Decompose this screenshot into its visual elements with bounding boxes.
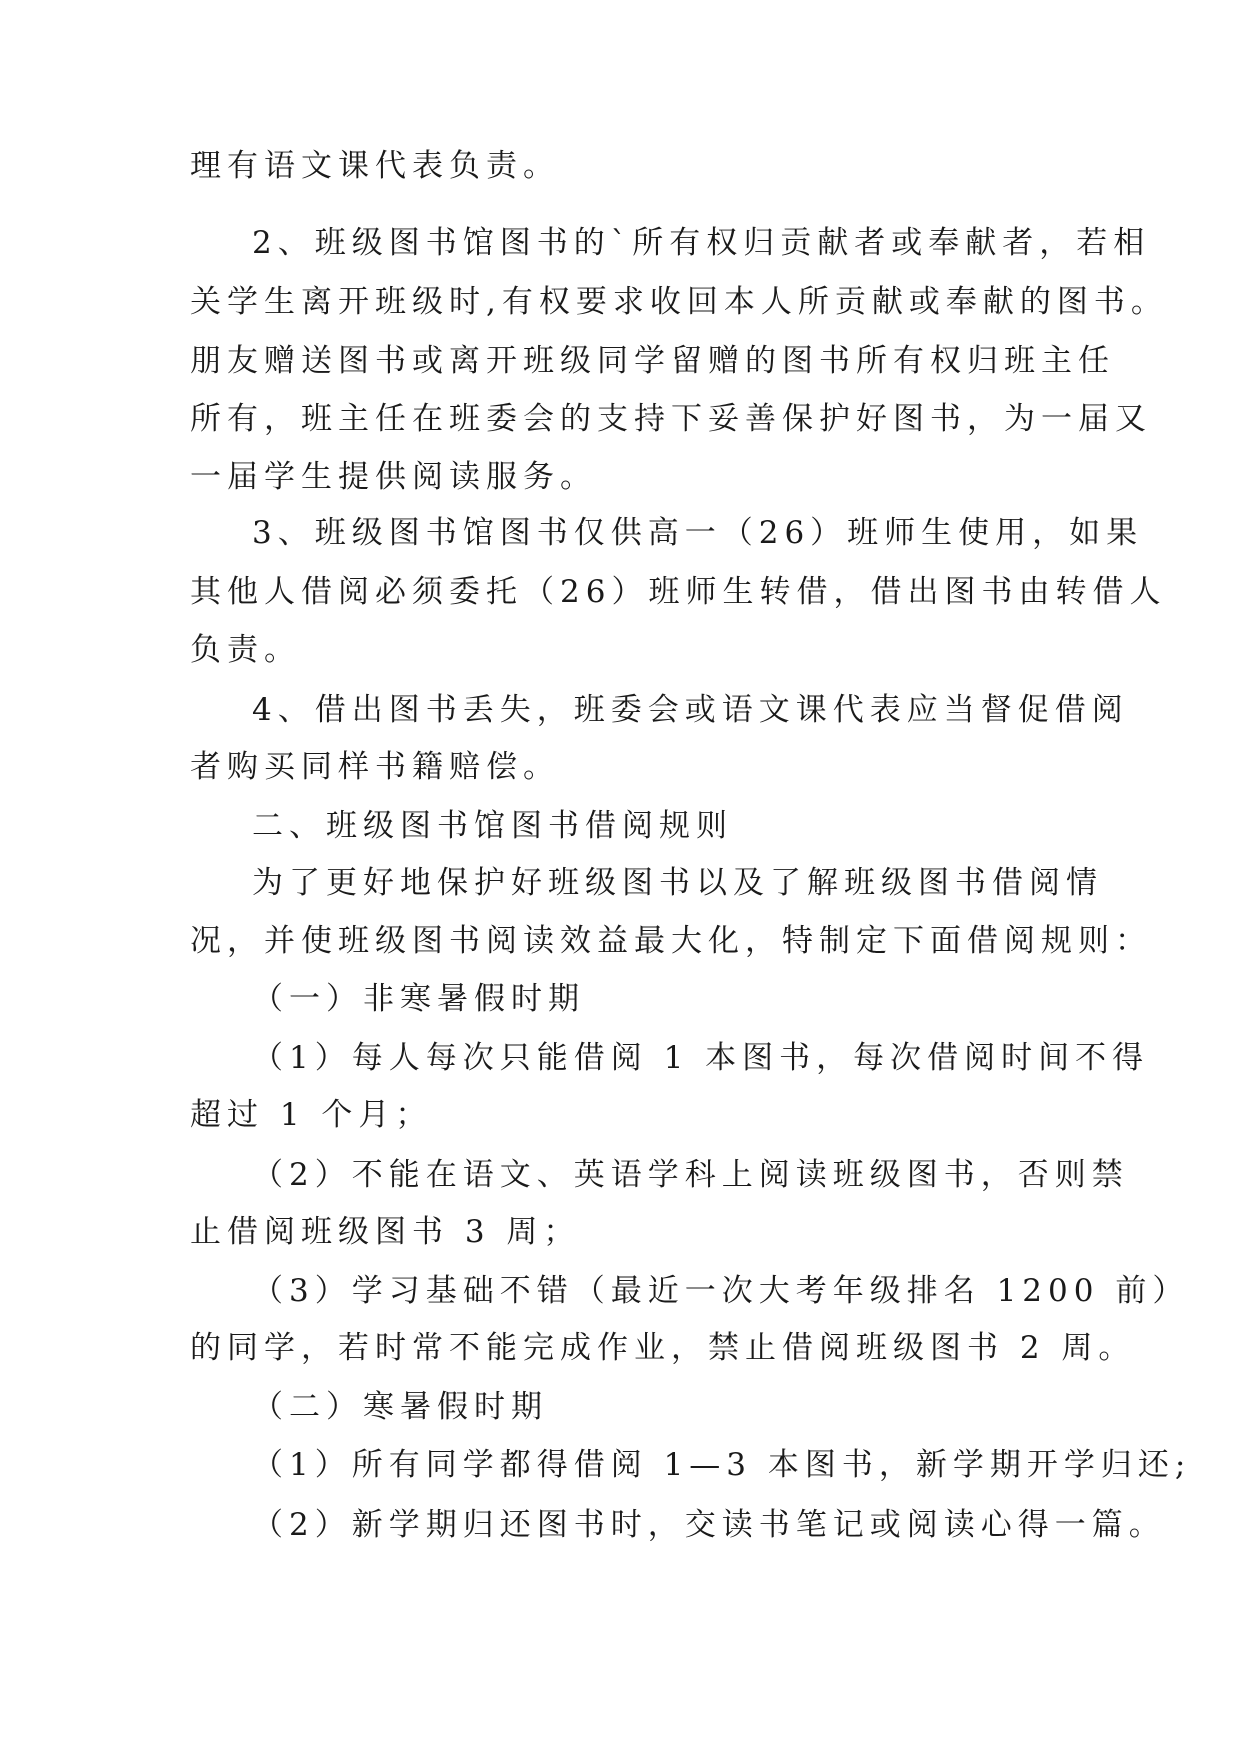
text-line: 况，并使班级图书阅读效益最大化，特制定下面借阅规则： [190, 923, 1152, 959]
text-line: （2）不能在语文、英语学科上阅读班级图书，否则禁 [252, 1157, 1129, 1193]
text-line: 者购买同样书籍赔偿。 [190, 749, 560, 785]
text-line: （2）新学期归还图书时，交读书笔记或阅读心得一篇。 [252, 1507, 1166, 1543]
text-line: 关学生离开班级时,有权要求收回本人所贡献或奉献的图书。 [190, 284, 1168, 320]
subsection-heading: （一）非寒暑假时期 [252, 981, 585, 1017]
text-line: 止借阅班级图书 3 周； [190, 1214, 581, 1250]
text-line: 2、班级图书馆图书的`所有权归贡献者或奉献者，若相 [252, 225, 1151, 261]
text-line: 朋友赠送图书或离开班级同学留赠的图书所有权归班主任 [190, 343, 1115, 379]
text-line: （3）学习基础不错（最近一次大考年级排名 1200 前） [252, 1273, 1190, 1309]
text-line: 4、借出图书丢失，班委会或语文课代表应当督促借阅 [252, 692, 1129, 728]
text-line: 一届学生提供阅读服务。 [190, 459, 597, 495]
text-line: 理有语文课代表负责。 [190, 148, 560, 184]
section-heading: 二、班级图书馆图书借阅规则 [252, 808, 733, 844]
text-line: （1）每人每次只能借阅 1 本图书，每次借阅时间不得 [252, 1040, 1150, 1076]
text-line: 超过 1 个月； [190, 1097, 433, 1133]
subsection-heading: （二）寒暑假时期 [252, 1389, 548, 1425]
text-line: 3、班级图书馆图书仅供高一（26）班师生使用，如果 [252, 515, 1144, 551]
text-line: 所有，班主任在班委会的支持下妥善保护好图书，为一届又 [190, 401, 1152, 437]
text-line: 为了更好地保护好班级图书以及了解班级图书借阅情 [252, 865, 1103, 901]
text-line: 的同学，若时常不能完成作业，禁止借阅班级图书 2 周。 [190, 1330, 1136, 1366]
text-line: 其他人借阅必须委托（26）班师生转借，借出图书由转借人 [190, 574, 1167, 610]
text-line: 负责。 [190, 632, 301, 668]
text-line: （1）所有同学都得借阅 1—3 本图书，新学期开学归还; [252, 1447, 1192, 1483]
